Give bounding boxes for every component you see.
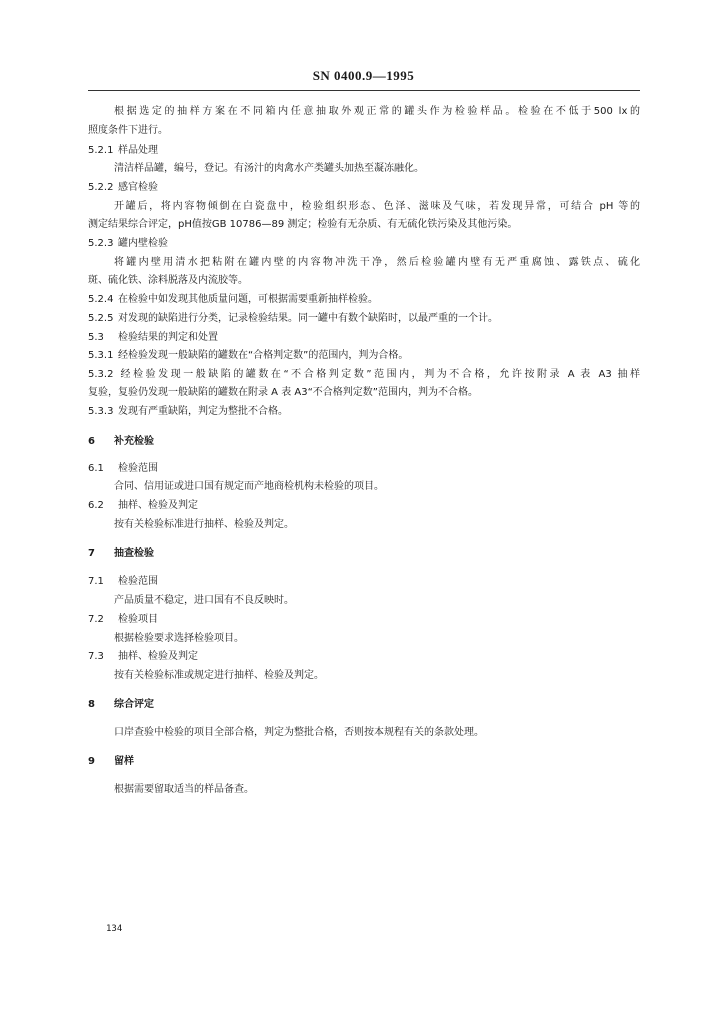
clause-line xyxy=(88,575,640,589)
line-text: 清洁样品罐，编号，登记。有汤汁的肉禽水产类罐头加热至凝冻融化。 xyxy=(114,163,424,174)
line-text: 根据需要留取适当的样品备查。 xyxy=(114,784,254,795)
line-text: 综合评定 xyxy=(114,699,154,710)
line-text: 留样 xyxy=(114,756,134,767)
paragraph-line xyxy=(114,200,640,214)
line-text: 检验项目 xyxy=(118,614,158,625)
paragraph-line xyxy=(88,386,640,400)
paragraph-line xyxy=(114,162,640,176)
clause-number: 5.3.3 xyxy=(88,406,114,417)
clause-line xyxy=(88,650,640,664)
line-text: 抽查检验 xyxy=(114,548,154,559)
line-text: 抽样、检验及判定 xyxy=(118,500,198,511)
paragraph-line xyxy=(88,274,640,288)
clause-number: 5.3.1 xyxy=(88,350,114,361)
paragraph-line xyxy=(114,669,640,683)
clause-line xyxy=(88,331,640,345)
line-text: 复验，复验仍发现一般缺陷的罐数在附录 A 表 A3“不合格判定数”范围内，判为不合格。 xyxy=(88,387,478,398)
line-text: 罐内壁检验 xyxy=(118,238,168,249)
line-text: 对发现的缺陷进行分类，记录检验结果。同一罐中有数个缺陷时，以最严重的一个计。 xyxy=(118,313,498,324)
section-heading xyxy=(88,698,640,712)
clause-number: 6.2 xyxy=(88,500,104,511)
section-heading xyxy=(88,755,640,769)
line-text: 补充检验 xyxy=(114,436,154,447)
page-number: 134 xyxy=(106,924,123,934)
clause-number: 5.2.3 xyxy=(88,238,114,249)
clause-number: 8 xyxy=(88,699,95,710)
line-text: 开罐后，将内容物倾倒在白瓷盘中，检验组织形态、色泽、滋味及气味，若发现异常，可结合 pH 等的 xyxy=(114,201,640,212)
line-text: 发现有严重缺陷，判定为整批不合格。 xyxy=(118,406,288,417)
line-text: 产品质量不稳定，进口国有不良反映时。 xyxy=(114,595,294,606)
line-text: 检验范围 xyxy=(118,463,158,474)
line-text: 抽样、检验及判定 xyxy=(118,651,198,662)
clause-number: 7 xyxy=(88,548,95,559)
line-text: 合同、信用证或进口国有规定而产地商检机构未检验的项目。 xyxy=(114,481,384,492)
line-text: 根据检验要求选择检验项目。 xyxy=(114,633,244,644)
line-text: 经检验发现一般缺陷的罐数在“合格判定数”的范围内，判为合格。 xyxy=(118,350,409,361)
clause-line xyxy=(88,312,640,326)
clause-line xyxy=(88,349,640,363)
line-text: 样品处理 xyxy=(118,145,158,156)
clause-line xyxy=(88,499,640,513)
clause-line xyxy=(88,237,640,251)
clause-line xyxy=(88,405,640,419)
clause-line xyxy=(88,144,640,158)
section-heading xyxy=(88,547,640,561)
section-heading xyxy=(88,435,640,449)
clause-line xyxy=(88,181,640,195)
clause-number: 6 xyxy=(88,436,95,447)
clause-number: 7.1 xyxy=(88,576,104,587)
clause-number: 5.2.4 xyxy=(88,294,114,305)
line-text: 检验范围 xyxy=(118,576,158,587)
paragraph-line xyxy=(114,594,640,608)
paragraph-line xyxy=(114,632,640,646)
line-text: 测定结果综合评定，pH值按GB 10786—89 测定；检验有无杂质、有无硫化铁污染及其他污染。 xyxy=(88,219,518,230)
clause-number: 9 xyxy=(88,756,95,767)
clause-line xyxy=(88,293,640,307)
clause-number: 5.2.1 xyxy=(88,145,114,156)
standard-header: SN 0400.9—1995 xyxy=(312,68,415,83)
clause-number: 7.2 xyxy=(88,614,104,625)
clause-line xyxy=(88,462,640,476)
paragraph-line xyxy=(114,518,640,532)
clause-line xyxy=(88,368,640,382)
line-text: 将罐内壁用清水把粘附在罐内壁的内容物冲洗干净，然后检验罐内壁有无严重腐蚀、露铁点、硫化 xyxy=(114,257,640,268)
clause-number: 7.3 xyxy=(88,651,104,662)
line-text: 按有关检验标准或规定进行抽样、检验及判定。 xyxy=(114,670,324,681)
paragraph-line xyxy=(88,218,640,232)
line-text: 斑、硫化铁、涂料脱落及内流胶等。 xyxy=(88,275,248,286)
clause-number: 6.1 xyxy=(88,463,104,474)
line-text: 经检验发现一般缺陷的罐数在“不合格判定数”范围内，判为不合格，允许按附录 A 表 A3 抽样 xyxy=(118,369,640,380)
line-text: 根据选定的抽样方案在不同箱内任意抽取外观正常的罐头作为检验样品。检验在不低于500 lx的 xyxy=(114,106,640,117)
line-text: 感官检验 xyxy=(118,182,158,193)
clause-line xyxy=(88,613,640,627)
paragraph-line xyxy=(114,256,640,270)
clause-number: 5.3 xyxy=(88,332,104,343)
clause-number: 5.2.2 xyxy=(88,182,114,193)
clause-number: 5.2.5 xyxy=(88,313,114,324)
line-text: 口岸查验中检验的项目全部合格，判定为整批合格，否则按本规程有关的条款处理。 xyxy=(114,727,484,738)
clause-number: 5.3.2 xyxy=(88,369,114,380)
line-text: 检验结果的判定和处置 xyxy=(118,332,218,343)
paragraph-line xyxy=(114,783,640,797)
paragraph-line xyxy=(114,480,640,494)
paragraph-line xyxy=(88,124,640,138)
line-text: 按有关检验标准进行抽样、检验及判定。 xyxy=(114,519,294,530)
paragraph-line xyxy=(114,726,640,740)
paragraph-line xyxy=(114,105,640,119)
line-text: 照度条件下进行。 xyxy=(88,125,168,136)
line-text: 在检验中如发现其他质量问题，可根据需要重新抽样检验。 xyxy=(118,294,378,305)
header-rule xyxy=(88,90,640,91)
